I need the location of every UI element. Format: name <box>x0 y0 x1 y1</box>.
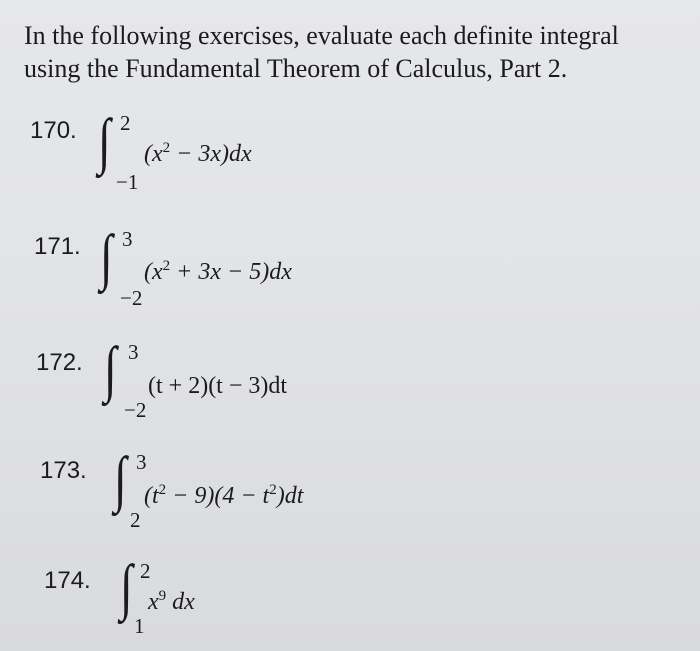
integral-sign-icon: ∫ <box>98 105 111 175</box>
lower-limit: −2 <box>124 398 147 422</box>
integral-sign-icon: ∫ <box>100 221 113 291</box>
lower-limit: −2 <box>120 286 143 310</box>
instructions-line-2: using the Fundamental Theorem of Calculus, Part 2. <box>24 54 568 83</box>
instructions <box>24 19 684 85</box>
lower-limit: 1 <box>134 614 145 638</box>
integral-sign-icon: ∫ <box>114 443 127 513</box>
integrand: $x^9$ dx <box>148 588 195 615</box>
exercise-number: 171. <box>34 233 81 260</box>
integrand: $(x^2 + 3x - 5)dx$ <box>144 258 292 285</box>
integral-sign-icon: ∫ <box>120 551 133 621</box>
integrand: (t + 2)(t − 3)dt <box>148 373 288 399</box>
instructions-line-1: In the following exercises, evaluate each definite integral <box>24 21 619 50</box>
integrand: $(x^2 - 3x)dx$ <box>144 140 252 167</box>
integrand: $(t^2 - 9)(4 - t^2)dt$ <box>144 482 304 509</box>
exercise-number: 173. <box>40 457 87 484</box>
lower-limit: 2 <box>130 508 141 532</box>
upper-limit: 3 <box>128 340 139 364</box>
exercise-number: 174. <box>44 567 91 594</box>
upper-limit: 2 <box>140 559 151 583</box>
integral-sign-icon: ∫ <box>104 333 117 403</box>
exercise-number: 172. <box>36 349 83 376</box>
lower-limit: −1 <box>116 170 139 194</box>
exercise-number: 170. <box>30 117 77 144</box>
upper-limit: 3 <box>136 450 147 474</box>
upper-limit: 3 <box>122 227 133 251</box>
upper-limit: 2 <box>120 111 131 135</box>
